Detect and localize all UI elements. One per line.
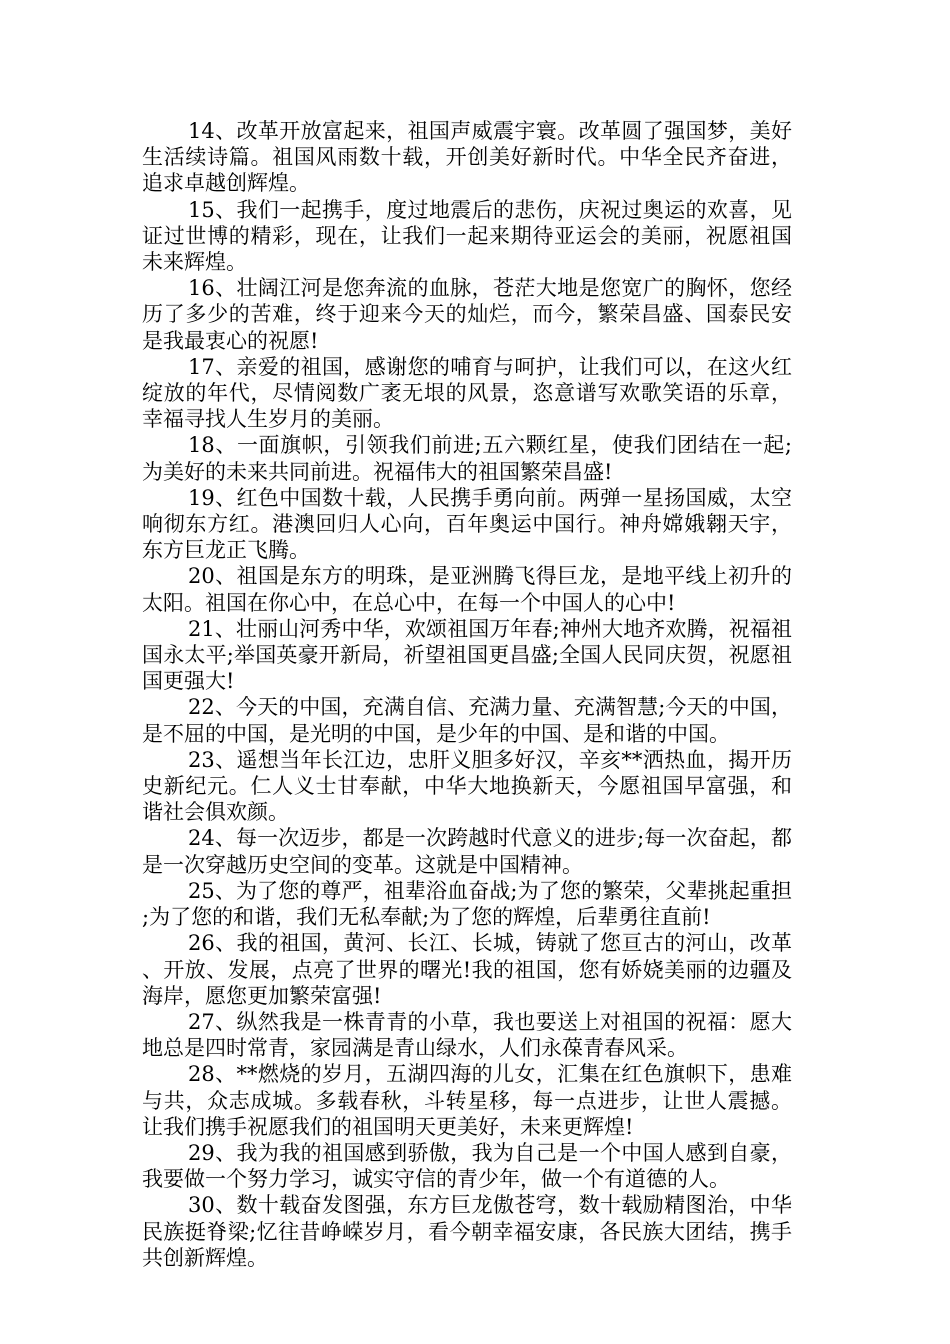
paragraph-17: 17、亲爱的祖国，感谢您的哺育与呵护，让我们可以，在这火红绽放的年代，尽情阅数广袤无垠的风景，恣意谱写欢歌笑语的乐章，幸福寻找人生岁月的美丽。 (142, 354, 792, 432)
document-page (142, 118, 792, 1271)
paragraph-27: 27、纵然我是一株青青的小草，我也要送上对祖国的祝福：愿大地总是四时常青，家园满是青山绿水，人们永葆青春风采。 (142, 1009, 792, 1061)
paragraph-20: 20、祖国是东方的明珠，是亚洲腾飞得巨龙，是地平线上初升的太阳。祖国在你心中，在总心中，在每一个中国人的心中! (142, 564, 792, 615)
paragraph-26: 26、我的祖国，黄河、长江、长城，铸就了您亘古的河山，改革、开放、发展，点亮了世界的曙光!我的祖国，您有娇娆美丽的边疆及海岸，愿您更加繁荣富强! (142, 931, 792, 1008)
paragraph-19: 19、红色中国数十载，人民携手勇向前。两弹一星扬国威，太空响彻东方红。港澳回归人心向，百年奥运中国行。神舟嫦娥翱天宇，东方巨龙正飞腾。 (142, 485, 792, 563)
paragraph-18: 18、一面旗帜，引领我们前进;五六颗红星，使我们团结在一起;为美好的未来共同前进。祝福伟大的祖国繁荣昌盛! (142, 433, 792, 484)
paragraph-22: 22、今天的中国，充满自信、充满力量、充满智慧;今天的中国，是不屈的中国，是光明的中国，是少年的中国、是和谐的中国。 (142, 695, 792, 746)
paragraph-30: 30、数十载奋发图强，东方巨龙傲苍穹，数十载励精图治，中华民族挺脊梁;忆往昔峥嵘岁月，看今朝幸福安康，各民族大团结，携手共创新辉煌。 (142, 1193, 792, 1270)
paragraph-29: 29、我为我的祖国感到骄傲，我为自己是一个中国人感到自豪，我要做一个努力学习，诚实守信的青少年，做一个有道德的人。 (142, 1140, 792, 1192)
paragraph-14: 14、改革开放富起来，祖国声威震宇寰。改革圆了强国梦，美好生活续诗篇。祖国风雨数十载，开创美好新时代。中华全民齐奋进，追求卓越创辉煌。 (142, 119, 792, 196)
paragraph-24: 24、每一次迈步，都是一次跨越时代意义的进步;每一次奋起，都是一次穿越历史空间的变革。这就是中国精神。 (142, 826, 792, 877)
paragraph-16: 16、壮阔江河是您奔流的血脉，苍茫大地是您宽广的胸怀，您经历了多少的苦难，终于迎来今天的灿烂，而今，繁荣昌盛、国泰民安是我最衷心的祝愿! (142, 276, 792, 353)
paragraph-23: 23、遥想当年长江边，忠肝义胆多好汉，辛亥**洒热血，揭开历史新纪元。仁人义士甘奉献，中华大地换新天，今愿祖国早富强，和谐社会俱欢颜。 (142, 747, 792, 825)
paragraph-28: 28、**燃烧的岁月，五湖四海的儿女，汇集在红色旗帜下，患难与共，众志成城。多载春秋，斗转星移，每一点进步，让世人震撼。让我们携手祝愿我们的祖国明天更美好，未来更辉煌! (142, 1062, 792, 1139)
paragraph-25: 25、为了您的尊严，祖辈浴血奋战;为了您的繁荣，父辈挑起重担;为了您的和谐，我们无私奉献;为了您的辉煌，后辈勇往直前! (142, 878, 792, 930)
paragraph-15: 15、我们一起携手，度过地震后的悲伤，庆祝过奥运的欢喜，见证过世博的精彩，现在，让我们一起来期待亚运会的美丽，祝愿祖国未来辉煌。 (142, 197, 792, 275)
paragraph-21: 21、壮丽山河秀中华，欢颂祖国万年春;神州大地齐欢腾，祝福祖国永太平;举国英豪开新局，祈望祖国更昌盛;全国人民同庆贺，祝愿祖国更强大! (142, 616, 792, 694)
